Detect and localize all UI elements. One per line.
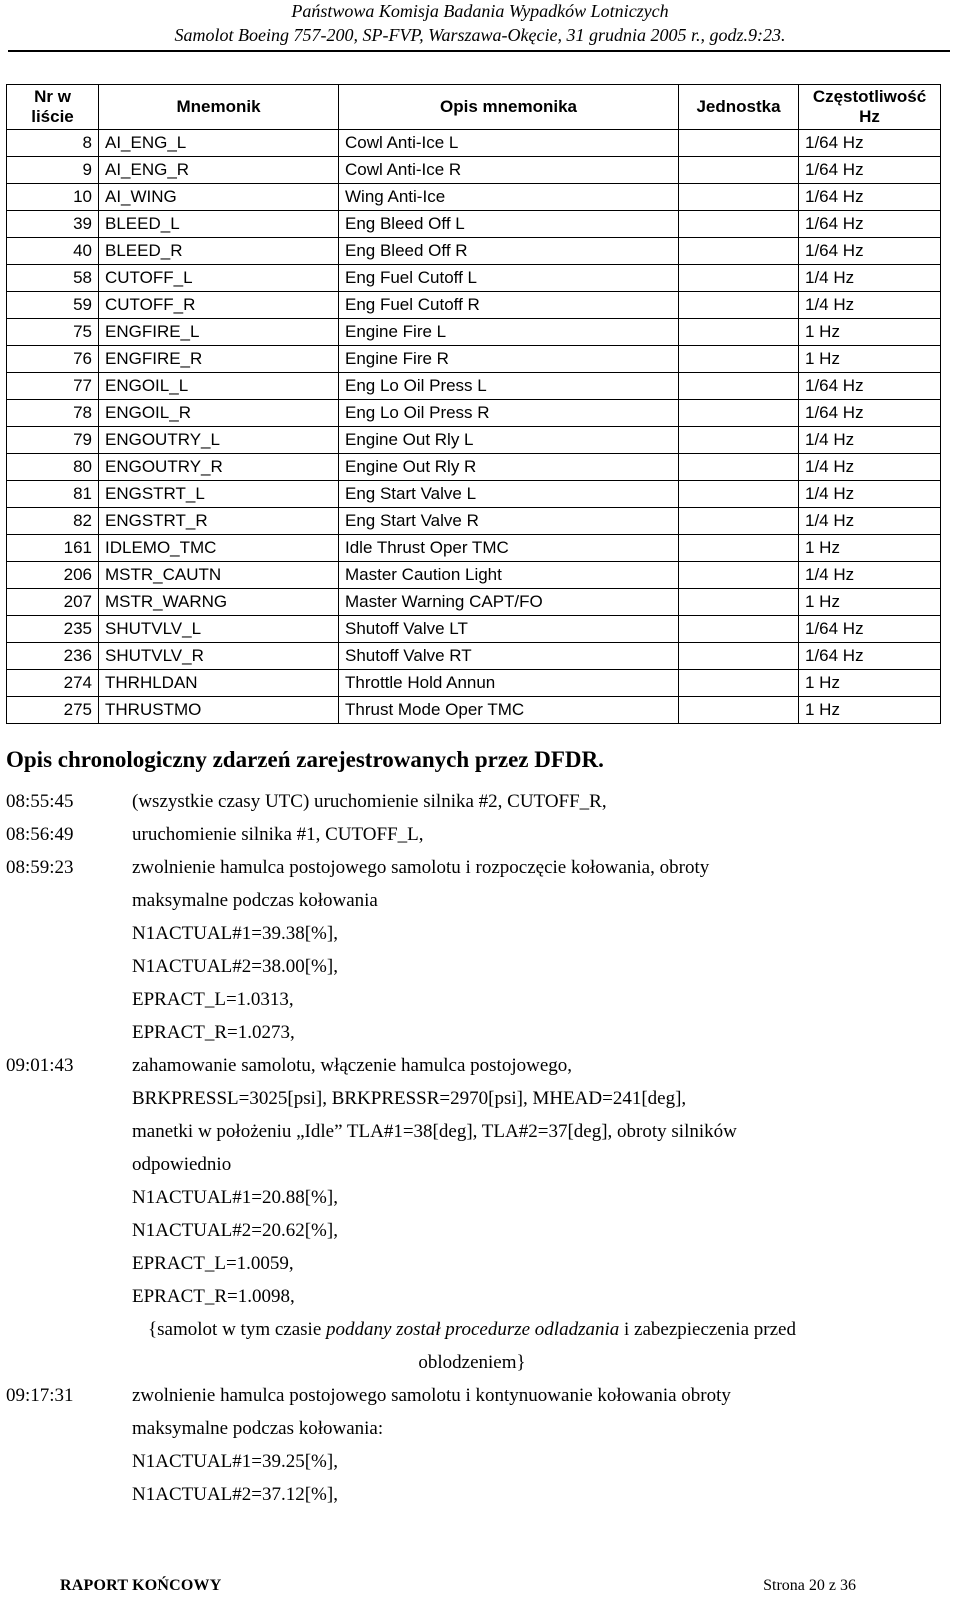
entry-line: uruchomienie silnika #1, CUTOFF_L, xyxy=(132,824,424,845)
entry-line: N1ACTUAL#2=20.62[%], xyxy=(132,1220,338,1241)
entry-line: EPRACT_R=1.0098, xyxy=(132,1286,295,1307)
cell-mnemonic: ENGOUTRY_L xyxy=(99,427,339,454)
cell-unit xyxy=(679,400,799,427)
entry-line: zahamowanie samolotu, włączenie hamulca postojowego, xyxy=(132,1055,573,1076)
entry-line: EPRACT_R=1.0273, xyxy=(132,1022,295,1043)
cell-mnemonic: ENGOIL_R xyxy=(99,400,339,427)
cell-unit xyxy=(679,508,799,535)
cell-unit xyxy=(679,265,799,292)
note-text-before: {samolot w tym czasie xyxy=(148,1319,326,1340)
col-header-description: Opis mnemonika xyxy=(339,85,679,130)
chronology-entry xyxy=(6,818,906,851)
table-row xyxy=(7,481,941,508)
cell-frequency: 1/64 Hz xyxy=(799,211,941,238)
cell-description: Engine Fire L xyxy=(339,319,679,346)
cell-unit xyxy=(679,562,799,589)
table-row xyxy=(7,157,941,184)
table-row xyxy=(7,535,941,562)
cell-description: Eng Fuel Cutoff R xyxy=(339,292,679,319)
cell-nr: 207 xyxy=(7,589,99,616)
entry-line: zwolnienie hamulca postojowego samolotu i kontynuowanie kołowania obroty xyxy=(132,1385,731,1406)
cell-nr: 206 xyxy=(7,562,99,589)
cell-unit xyxy=(679,481,799,508)
cell-frequency: 1/4 Hz xyxy=(799,292,941,319)
cell-mnemonic: SHUTVLV_R xyxy=(99,643,339,670)
table-row xyxy=(7,643,941,670)
table-row xyxy=(7,346,941,373)
table-row xyxy=(7,184,941,211)
cell-description: Shutoff Valve LT xyxy=(339,616,679,643)
entry-line: maksymalne podczas kołowania: xyxy=(132,1418,384,1439)
note-text-after: i zabezpieczenia przed xyxy=(619,1319,796,1340)
cell-unit xyxy=(679,454,799,481)
cell-description: Eng Bleed Off L xyxy=(339,211,679,238)
cell-unit xyxy=(679,373,799,400)
entry-line: N1ACTUAL#1=39.25[%], xyxy=(132,1451,338,1472)
entry-time: 09:17:31 xyxy=(6,1385,74,1406)
entry-line: N1ACTUAL#1=20.88[%], xyxy=(132,1187,338,1208)
cell-frequency: 1/4 Hz xyxy=(799,481,941,508)
cell-unit xyxy=(679,697,799,724)
table-header-row xyxy=(7,85,941,130)
section-title: Opis chronologiczny zdarzeń zarejestrowanych przez DFDR. xyxy=(6,747,604,772)
cell-frequency: 1 Hz xyxy=(799,589,941,616)
cell-nr: 8 xyxy=(7,130,99,157)
table-row xyxy=(7,130,941,157)
cell-unit xyxy=(679,184,799,211)
chronology-entry xyxy=(6,785,906,818)
note-text-line2: oblodzeniem} xyxy=(418,1352,526,1373)
cell-nr: 161 xyxy=(7,535,99,562)
cell-unit xyxy=(679,616,799,643)
entry-line: N1ACTUAL#1=39.38[%], xyxy=(132,923,338,944)
note-deicing xyxy=(42,1313,902,1379)
cell-nr: 9 xyxy=(7,157,99,184)
cell-mnemonic: ENGOIL_L xyxy=(99,373,339,400)
cell-mnemonic: ENGSTRT_L xyxy=(99,481,339,508)
cell-unit xyxy=(679,589,799,616)
cell-frequency: 1/64 Hz xyxy=(799,643,941,670)
table-row xyxy=(7,292,941,319)
table-row xyxy=(7,319,941,346)
entry-text xyxy=(132,818,906,851)
table-row xyxy=(7,454,941,481)
cell-mnemonic: AI_ENG_L xyxy=(99,130,339,157)
cell-description: Shutoff Valve RT xyxy=(339,643,679,670)
cell-frequency: 1 Hz xyxy=(799,346,941,373)
entry-line: odpowiednio xyxy=(132,1154,232,1175)
cell-mnemonic: AI_WING xyxy=(99,184,339,211)
cell-frequency: 1/64 Hz xyxy=(799,130,941,157)
cell-mnemonic: ENGFIRE_L xyxy=(99,319,339,346)
cell-description: Eng Lo Oil Press L xyxy=(339,373,679,400)
cell-unit xyxy=(679,211,799,238)
cell-mnemonic: CUTOFF_R xyxy=(99,292,339,319)
chronology xyxy=(6,785,906,1511)
footer-report-title: RAPORT KOŃCOWY xyxy=(60,1577,222,1594)
entry-line: EPRACT_L=1.0059, xyxy=(132,1253,294,1274)
entry-text xyxy=(132,1379,906,1511)
cell-nr: 76 xyxy=(7,346,99,373)
cell-mnemonic: ENGFIRE_R xyxy=(99,346,339,373)
cell-nr: 79 xyxy=(7,427,99,454)
col-header-unit: Jednostka xyxy=(679,85,799,130)
cell-unit xyxy=(679,292,799,319)
cell-mnemonic: ENGOUTRY_R xyxy=(99,454,339,481)
cell-nr: 236 xyxy=(7,643,99,670)
cell-description: Master Caution Light xyxy=(339,562,679,589)
cell-description: Eng Start Valve L xyxy=(339,481,679,508)
cell-unit xyxy=(679,535,799,562)
entry-line: manetki w położeniu „Idle” TLA#1=38[deg], TLA#2=37[deg], obroty silników xyxy=(132,1121,737,1142)
cell-mnemonic: MSTR_WARNG xyxy=(99,589,339,616)
cell-unit xyxy=(679,157,799,184)
cell-mnemonic: MSTR_CAUTN xyxy=(99,562,339,589)
table-row xyxy=(7,508,941,535)
cell-description: Engine Fire R xyxy=(339,346,679,373)
table-row xyxy=(7,670,941,697)
entry-line: BRKPRESSL=3025[psi], BRKPRESSR=2970[psi], MHEAD=241[deg], xyxy=(132,1088,687,1109)
cell-description: Wing Anti-Ice xyxy=(339,184,679,211)
cell-mnemonic: THRHLDAN xyxy=(99,670,339,697)
cell-nr: 81 xyxy=(7,481,99,508)
cell-frequency: 1/4 Hz xyxy=(799,562,941,589)
entry-text xyxy=(132,1049,906,1313)
entry-time: 08:55:45 xyxy=(6,791,74,812)
cell-nr: 58 xyxy=(7,265,99,292)
chronology-entry xyxy=(6,851,906,1049)
table-row xyxy=(7,697,941,724)
note-text-italic: poddany został procedurze odladzania xyxy=(326,1319,620,1340)
cell-unit xyxy=(679,346,799,373)
table-body xyxy=(7,130,941,724)
table-row xyxy=(7,589,941,616)
cell-frequency: 1 Hz xyxy=(799,535,941,562)
cell-frequency: 1/64 Hz xyxy=(799,616,941,643)
cell-frequency: 1/4 Hz xyxy=(799,427,941,454)
table-row xyxy=(7,427,941,454)
header-aircraft: Samolot Boeing 757-200, SP-FVP, Warszawa-Okęcie, 31 grudnia 2005 r., godz.9:23. xyxy=(174,25,786,45)
cell-nr: 78 xyxy=(7,400,99,427)
entry-line: maksymalne podczas kołowania xyxy=(132,890,378,911)
col-header-mnemonic: Mnemonik xyxy=(99,85,339,130)
cell-unit xyxy=(679,670,799,697)
cell-nr: 235 xyxy=(7,616,99,643)
cell-description: Cowl Anti-Ice L xyxy=(339,130,679,157)
cell-unit xyxy=(679,643,799,670)
entry-time: 09:01:43 xyxy=(6,1055,74,1076)
cell-nr: 39 xyxy=(7,211,99,238)
table-row xyxy=(7,238,941,265)
cell-mnemonic: CUTOFF_L xyxy=(99,265,339,292)
header-commission: Państwowa Komisja Badania Wypadków Lotniczych xyxy=(291,1,669,21)
cell-description: Eng Start Valve R xyxy=(339,508,679,535)
table-row xyxy=(7,616,941,643)
mnemonic-table xyxy=(6,84,941,724)
cell-frequency: 1/64 Hz xyxy=(799,157,941,184)
cell-frequency: 1/4 Hz xyxy=(799,265,941,292)
table-row xyxy=(7,265,941,292)
entry-text xyxy=(132,785,906,818)
cell-unit xyxy=(679,238,799,265)
cell-mnemonic: ENGSTRT_R xyxy=(99,508,339,535)
footer-page-number: Strona 20 z 36 xyxy=(763,1577,856,1594)
cell-mnemonic: SHUTVLV_L xyxy=(99,616,339,643)
cell-frequency: 1 Hz xyxy=(799,319,941,346)
entry-time: 08:59:23 xyxy=(6,857,74,878)
cell-nr: 274 xyxy=(7,670,99,697)
cell-mnemonic: THRUSTMO xyxy=(99,697,339,724)
cell-frequency: 1/64 Hz xyxy=(799,184,941,211)
cell-unit xyxy=(679,319,799,346)
cell-nr: 75 xyxy=(7,319,99,346)
cell-frequency: 1/4 Hz xyxy=(799,454,941,481)
header-rule xyxy=(8,50,950,52)
cell-description: Eng Bleed Off R xyxy=(339,238,679,265)
cell-description: Master Warning CAPT/FO xyxy=(339,589,679,616)
table-row xyxy=(7,211,941,238)
entry-line: EPRACT_L=1.0313, xyxy=(132,989,294,1010)
cell-frequency: 1/64 Hz xyxy=(799,238,941,265)
cell-description: Engine Out Rly R xyxy=(339,454,679,481)
cell-description: Cowl Anti-Ice R xyxy=(339,157,679,184)
cell-frequency: 1/4 Hz xyxy=(799,508,941,535)
cell-nr: 10 xyxy=(7,184,99,211)
entry-line: (wszystkie czasy UTC) uruchomienie silnika #2, CUTOFF_R, xyxy=(132,791,607,812)
cell-mnemonic: IDLEMO_TMC xyxy=(99,535,339,562)
entry-line: N1ACTUAL#2=38.00[%], xyxy=(132,956,338,977)
cell-mnemonic: AI_ENG_R xyxy=(99,157,339,184)
cell-frequency: 1 Hz xyxy=(799,670,941,697)
cell-description: Throttle Hold Annun xyxy=(339,670,679,697)
cell-frequency: 1/64 Hz xyxy=(799,400,941,427)
cell-nr: 59 xyxy=(7,292,99,319)
table-row xyxy=(7,400,941,427)
entry-line: zwolnienie hamulca postojowego samolotu i rozpoczęcie kołowania, obroty xyxy=(132,857,710,878)
chronology-entry-last xyxy=(6,1379,906,1511)
cell-description: Thrust Mode Oper TMC xyxy=(339,697,679,724)
cell-description: Idle Thrust Oper TMC xyxy=(339,535,679,562)
cell-nr: 80 xyxy=(7,454,99,481)
entry-line: N1ACTUAL#2=37.12[%], xyxy=(132,1484,338,1505)
cell-unit xyxy=(679,130,799,157)
cell-nr: 82 xyxy=(7,508,99,535)
entry-time: 08:56:49 xyxy=(6,824,74,845)
cell-nr: 275 xyxy=(7,697,99,724)
table-row xyxy=(7,373,941,400)
cell-frequency: 1 Hz xyxy=(799,697,941,724)
chronology-entry xyxy=(6,1049,906,1313)
col-header-frequency: Częstotliwość Hz xyxy=(799,85,941,130)
col-header-nr: Nr w liście xyxy=(7,85,99,130)
cell-frequency: 1/64 Hz xyxy=(799,373,941,400)
table-row xyxy=(7,562,941,589)
cell-mnemonic: BLEED_R xyxy=(99,238,339,265)
cell-mnemonic: BLEED_L xyxy=(99,211,339,238)
entry-text xyxy=(132,851,906,1049)
cell-description: Engine Out Rly L xyxy=(339,427,679,454)
cell-nr: 77 xyxy=(7,373,99,400)
cell-description: Eng Lo Oil Press R xyxy=(339,400,679,427)
cell-nr: 40 xyxy=(7,238,99,265)
cell-unit xyxy=(679,427,799,454)
cell-description: Eng Fuel Cutoff L xyxy=(339,265,679,292)
